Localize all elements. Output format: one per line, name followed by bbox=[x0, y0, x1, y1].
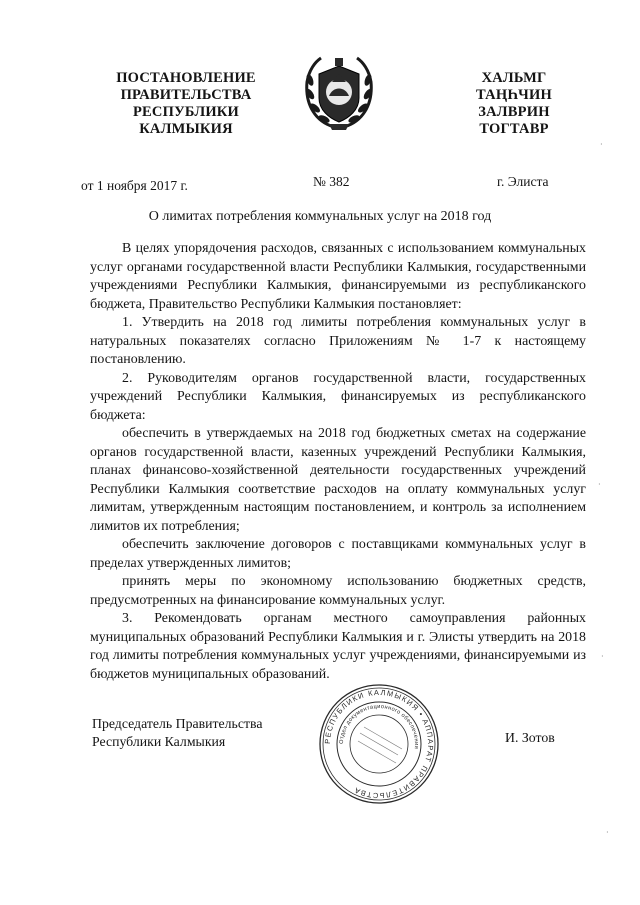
signatory-position-line: Председатель Правительства bbox=[92, 716, 263, 731]
paragraph: 3. Рекомендовать органам местного самоуправления районных муниципальных образований Республики Калмыкия и г. Элисты утвердить на 2018 год лимиты потребления коммунальных услуг учреждениями, финансируемыми из бюджетов муниципальных образований. bbox=[90, 611, 586, 682]
document-number: № 382 bbox=[313, 174, 350, 189]
document-date: от 1 ноября 2017 г. bbox=[81, 178, 188, 193]
header-left-russian bbox=[96, 70, 276, 138]
header-right-kalmyk bbox=[448, 70, 580, 138]
paragraph: В целях упорядочения расходов, связанных с использованием коммунальных услуг органами государственной власти Республики Калмыкия, государственными учреждениями Республики Калмыкия, финансируемыми из республиканского бюджета, Правительство Республики Калмыкия постановляет: bbox=[90, 241, 586, 312]
scan-speck: · bbox=[606, 828, 609, 837]
signatory-position bbox=[92, 715, 262, 751]
header-left-line: ПРАВИТЕЛЬСТВА bbox=[120, 87, 252, 103]
header-right-line: ТОГТАВР bbox=[479, 121, 549, 137]
document-body bbox=[90, 240, 586, 684]
header-left-line: КАЛМЫКИЯ bbox=[139, 121, 233, 137]
paragraph: обеспечить в утверждаемых на 2018 год бюджетных сметах на содержание органов государственной власти, казенных учреждений Республики Калмыкия, планах финансово-хозяйственной деятельности государственных учреждений Республики Калмыкия соответствие расходов на оплату коммунальных услуг лимитам, утвержденным настоящим постановлением, и контроль за исполнением лимитов их потребления; bbox=[90, 426, 586, 534]
scan-speck: · bbox=[601, 652, 604, 661]
official-stamp bbox=[318, 683, 440, 805]
document-city: г. Элиста bbox=[497, 174, 549, 189]
paragraph: 2. Руководителям органов государственной власти, государственных учреждений Республики Калмыкия, финансируемых из республиканского бюджета: bbox=[90, 370, 586, 423]
header-right-line: ЗАЛВРИН bbox=[478, 104, 550, 120]
signatory-name: И. Зотов bbox=[505, 730, 555, 745]
paragraph: принять меры по экономному использованию бюджетных средств, предусмотренных на финансирование коммунальных услуг. bbox=[90, 574, 586, 608]
header-left-line: РЕСПУБЛИКИ bbox=[132, 104, 240, 120]
paragraph: 1. Утвердить на 2018 год лимиты потребления коммунальных услуг в натуральных показателях согласно Приложениям № 1-7 к настоящему постановлению. bbox=[90, 315, 586, 367]
stamp-inner-text: Отдел документационного обеспечения bbox=[338, 703, 420, 750]
coat-of-arms-emblem bbox=[301, 52, 377, 132]
document-title: О лимитах потребления коммунальных услуг на 2018 год bbox=[148, 209, 492, 224]
signatory-position-line: Республики Калмыкия bbox=[92, 734, 226, 749]
stamp-outer-text: РЕСПУБЛИКИ КАЛМЫКИЯ • АППАРАТ ПРАВИТЕЛЬСТВА bbox=[322, 687, 436, 801]
header-right-line: ТАҢҺЧИН bbox=[476, 87, 552, 103]
header-left-line: ПОСТАНОВЛЕНИЕ bbox=[116, 70, 256, 86]
paragraph: обеспечить заключение договоров с поставщиками коммунальных услуг в пределах утвержденных лимитов; bbox=[90, 537, 586, 571]
scan-speck: · bbox=[598, 480, 601, 489]
scan-speck: · bbox=[600, 140, 603, 149]
svg-text:Отдел документационного обеспе bbox=[339, 704, 419, 749]
header-right-line: ХАЛЬМГ bbox=[481, 70, 547, 86]
